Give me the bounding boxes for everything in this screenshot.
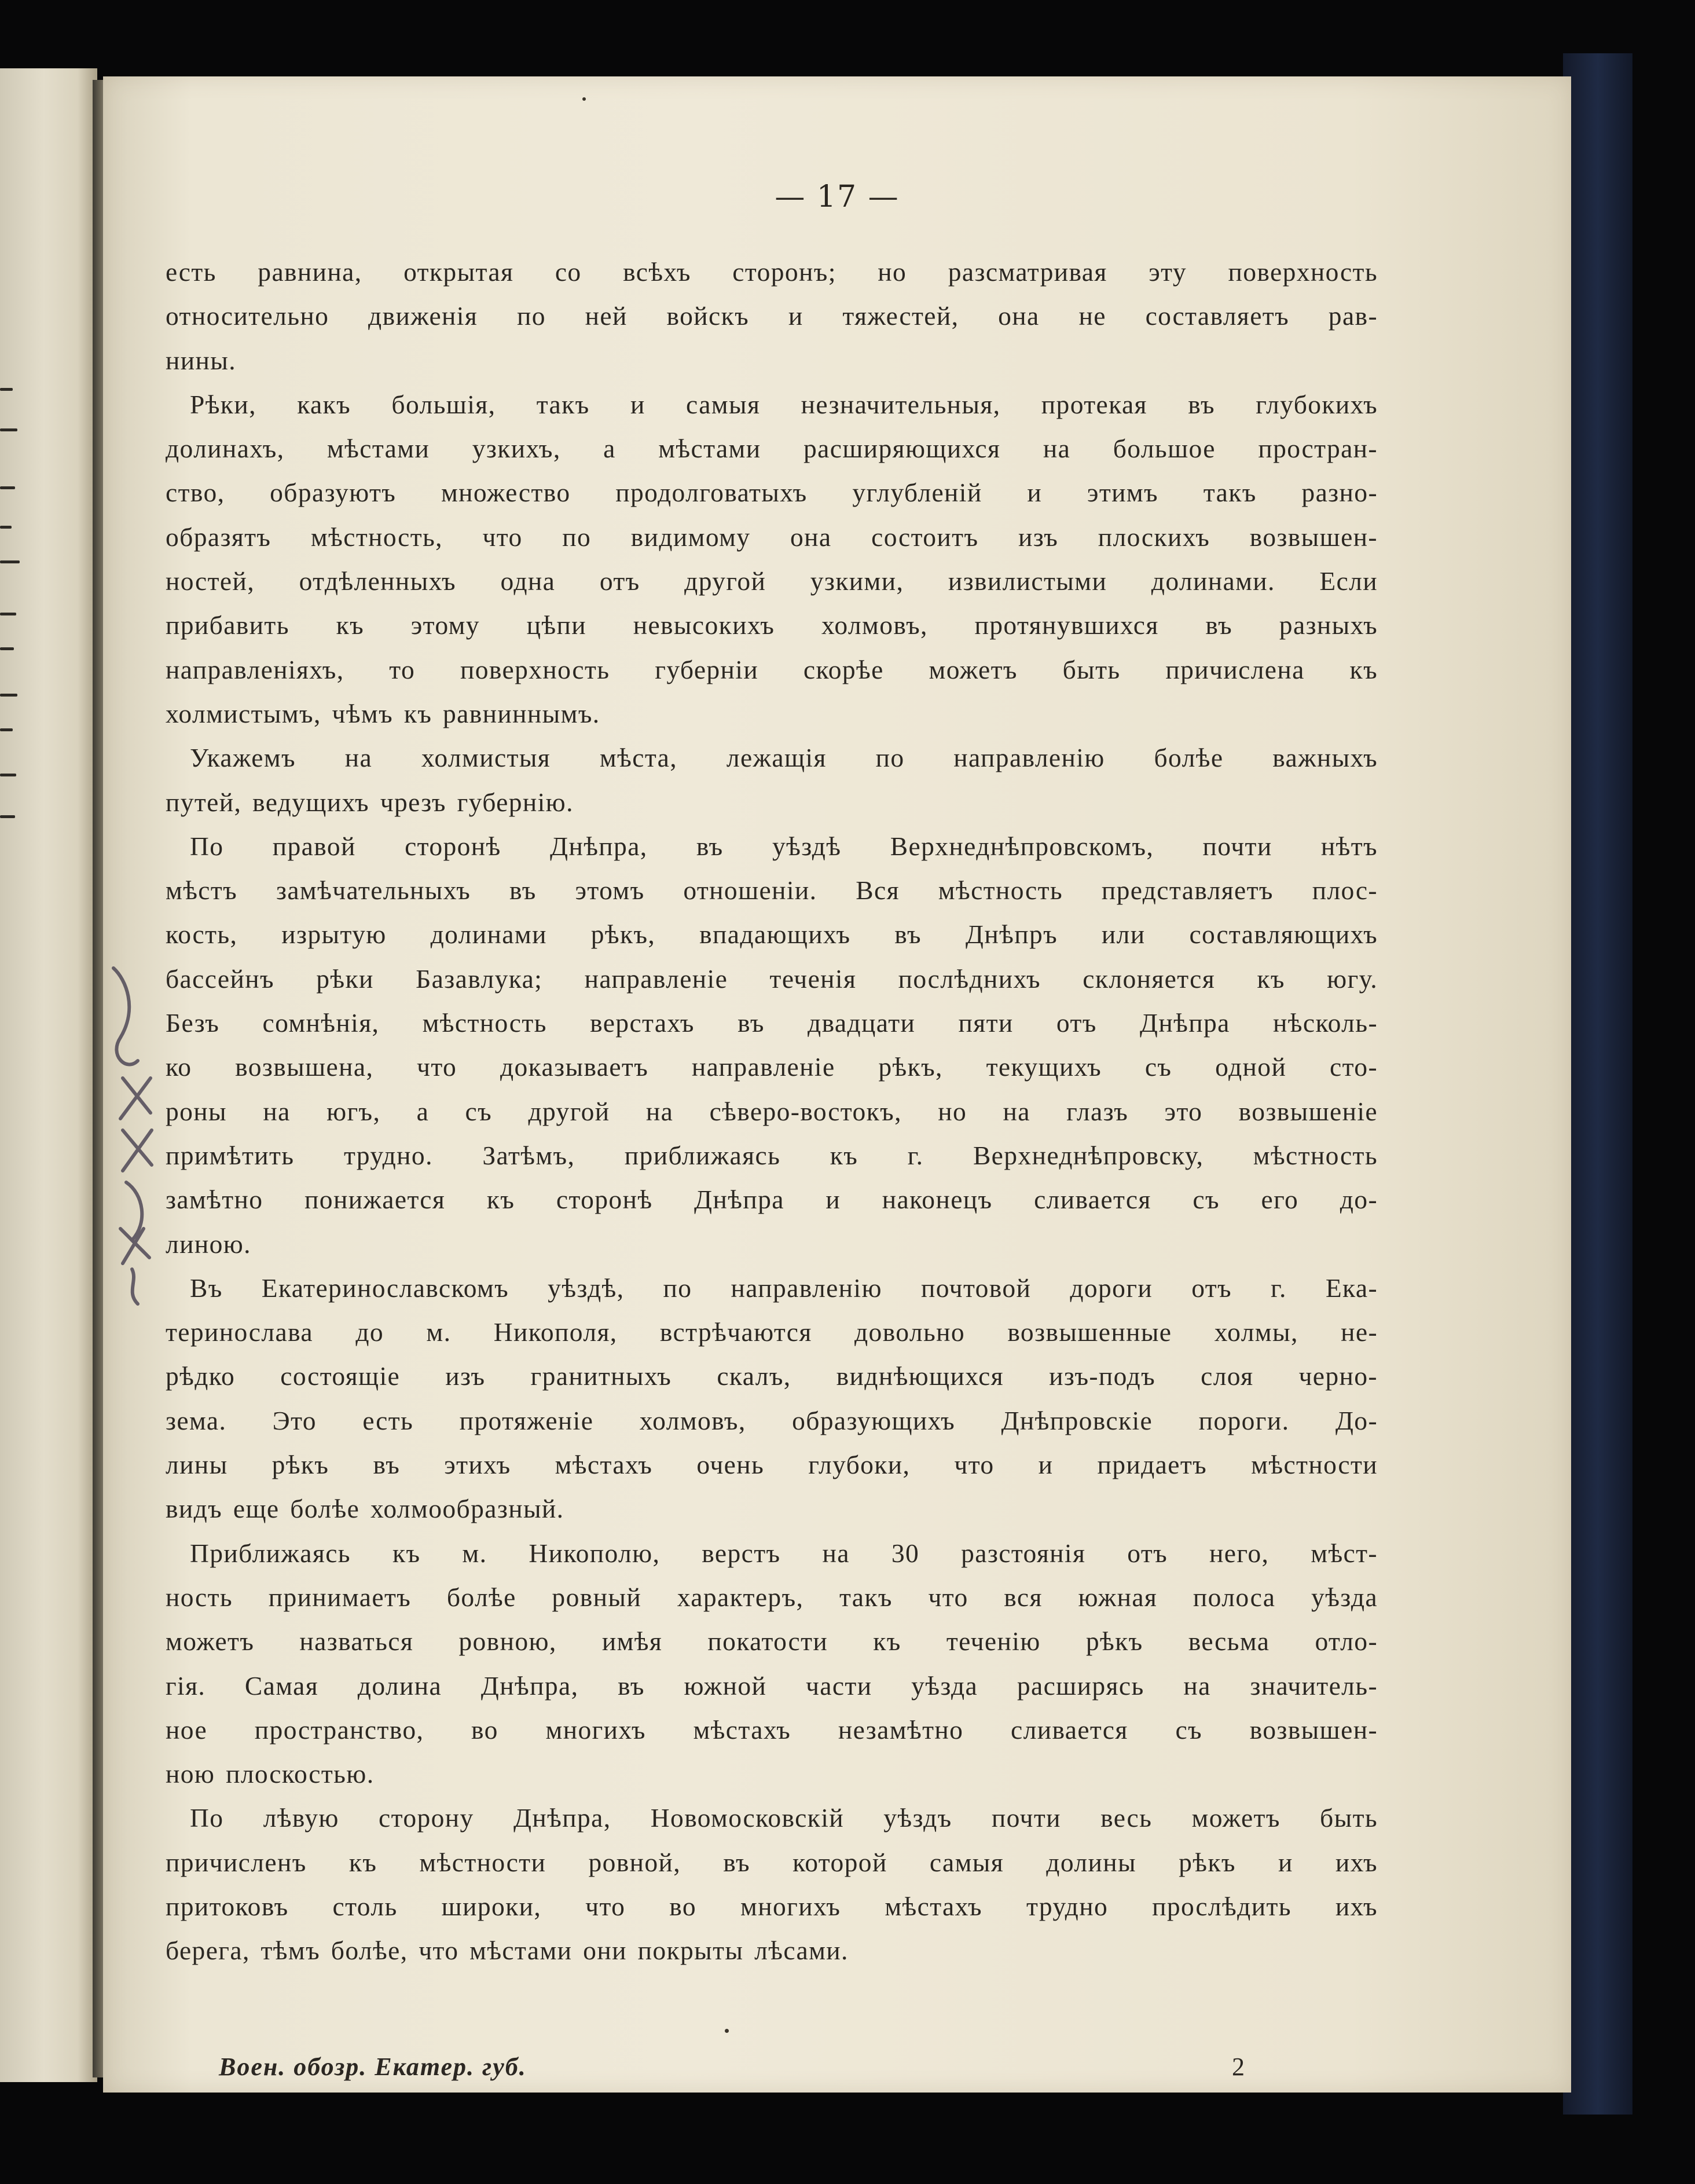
text-line: нины.	[166, 345, 236, 375]
page-number: — 17 —	[775, 179, 900, 214]
text-line: По лѣвую сторону Днѣпра, Новомосковскій уѣздъ почти весь можетъ быть	[190, 1803, 1378, 1833]
paper-speck	[582, 97, 586, 101]
text-line: Приближаясь къ м. Никополю, верстъ на 30 разстоянія отъ него, мѣст-	[190, 1538, 1378, 1568]
text-line: роны на югъ, а съ другой на сѣверо-востокъ, но на глазъ это возвышеніе	[166, 1096, 1378, 1126]
text-line: Безъ сомнѣнія, мѣстность верстахъ въ двадцати пяти отъ Днѣпра нѣсколь-	[166, 1008, 1378, 1038]
text-line: причисленъ къ мѣстности ровной, въ которой самыя долины рѣкъ и ихъ	[166, 1847, 1378, 1877]
text-line: линою.	[166, 1229, 251, 1259]
book-cover-edge	[1563, 53, 1632, 2115]
text-line: прибавить къ этому цѣпи невысокихъ холмовъ, протянувшихся въ разныхъ	[166, 610, 1378, 640]
previous-page-edge	[0, 68, 97, 2082]
text-line: лины рѣкъ въ этихъ мѣстахъ очень глубоки, что и придаетъ мѣстности	[166, 1450, 1378, 1480]
text-line: направленіяхъ, то поверхность губерніи скорѣе можетъ быть причислена къ	[166, 654, 1378, 684]
text-line: мѣстъ замѣчательныхъ въ этомъ отношеніи. Вся мѣстность представляетъ плос-	[166, 875, 1378, 906]
text-line: ство, образуютъ множество продолговатыхъ углубленій и этимъ такъ разно-	[166, 478, 1378, 508]
sheet-number: 2	[1232, 2053, 1245, 2081]
pencil-annotation-marks	[103, 76, 184, 2093]
text-line: ное пространство, во многихъ мѣстахъ незамѣтно сливается съ возвышен-	[166, 1714, 1378, 1745]
text-line: видъ еще болѣе холмообразный.	[166, 1494, 564, 1524]
text-line: теринослава до м. Никополя, встрѣчаются довольно возвышенные холмы, не-	[166, 1317, 1378, 1347]
text-line: ность принимаетъ болѣе ровный характеръ, такъ что вся южная полоса уѣзда	[166, 1582, 1378, 1612]
text-line: ностей, отдѣленныхъ одна отъ другой узкими, извилистыми долинами. Если	[166, 566, 1378, 596]
text-line: относительно движенія по ней войскъ и тяжестей, она не составляетъ рав-	[166, 301, 1378, 331]
text-line: холмистымъ, чѣмъ къ равниннымъ.	[166, 698, 600, 728]
text-line: По правой сторонѣ Днѣпра, въ уѣздѣ Верхнеднѣпровскомъ, почти нѣтъ	[190, 831, 1378, 861]
book-page	[103, 76, 1571, 2093]
text-line: Рѣки, какъ большія, такъ и самыя незначительныя, протекая въ глубокихъ	[190, 389, 1378, 419]
signature-mark: Воен. обозр. Екатер. губ.	[219, 2053, 527, 2081]
text-line: можетъ назваться ровною, имѣя покатости къ теченію рѣкъ весьма отло-	[166, 1626, 1378, 1657]
text-line: путей, ведущихъ чрезъ губернію.	[166, 787, 574, 817]
text-line: замѣтно понижается къ сторонѣ Днѣпра и наконецъ сливается съ его до-	[166, 1185, 1378, 1215]
text-line: рѣдко состоящіе изъ гранитныхъ скалъ, виднѣющихся изъ-подъ слоя черно-	[166, 1361, 1378, 1391]
text-line: ною плоскостью.	[166, 1759, 375, 1789]
text-line: притоковъ столь широки, что во многихъ мѣстахъ трудно прослѣдить ихъ	[166, 1891, 1378, 1921]
paper-speck	[725, 2029, 729, 2033]
text-line: образятъ мѣстность, что по видимому она состоитъ изъ плоскихъ возвышен-	[166, 522, 1378, 552]
text-line: зема. Это есть протяженіе холмовъ, образующихъ Днѣпровскіе пороги. До-	[166, 1405, 1378, 1435]
text-line: гія. Самая долина Днѣпра, въ южной части уѣзда расширясь на значитель-	[166, 1670, 1378, 1701]
text-line: примѣтить трудно. Затѣмъ, приближаясь къ г. Верхнеднѣпровску, мѣстность	[166, 1140, 1378, 1170]
text-line: Укажемъ на холмистыя мѣста, лежащія по направленію болѣе важныхъ	[190, 743, 1378, 773]
previous-page-text-fragments	[0, 68, 97, 2082]
text-line: есть равнина, открытая со всѣхъ сторонъ; но разсматривая эту поверхность	[166, 257, 1378, 287]
text-line: берега, тѣмъ болѣе, что мѣстами они покрыты лѣсами.	[166, 1936, 849, 1966]
text-line: ко возвышена, что доказываетъ направленіе рѣкъ, текущихъ съ одной сто-	[166, 1052, 1378, 1082]
text-line: Въ Екатеринославскомъ уѣздѣ, по направленію почтовой дороги отъ г. Ека-	[190, 1273, 1378, 1303]
body-text	[166, 250, 1378, 1973]
text-line: бассейнъ рѣки Базавлука; направленіе теченія послѣднихъ склоняется къ югу.	[166, 963, 1378, 994]
text-line: долинахъ, мѣстами узкихъ, а мѣстами расширяющихся на большое простран-	[166, 434, 1378, 464]
text-line: кость, изрытую долинами рѣкъ, впадающихъ въ Днѣпръ или составляющихъ	[166, 919, 1378, 950]
